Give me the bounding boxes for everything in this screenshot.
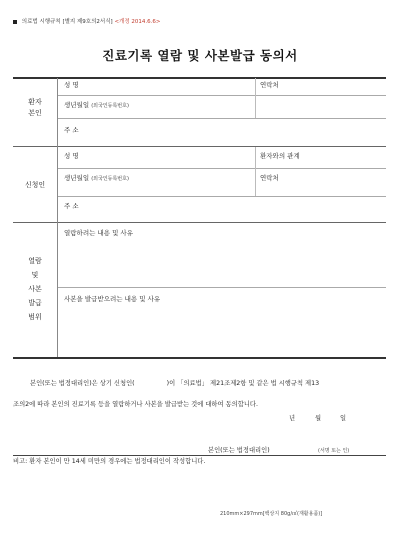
applicant-relation-label: 환자와의 관계 — [260, 152, 300, 160]
divider — [57, 118, 386, 119]
applicant-name-label: 성 명 — [64, 152, 79, 160]
applicant-birth-label: 생년월일 (외국인등록번호) — [64, 174, 129, 182]
signature-hint: (서명 또는 인) — [318, 448, 350, 454]
patient-address-label: 주 소 — [64, 126, 79, 134]
law-name: 의료법 시행규칙 — [21, 19, 61, 25]
applicant-section-label: 신청인 — [24, 181, 46, 189]
view-reason-label: 열람하려는 내용 및 사유 — [64, 229, 133, 237]
patient-birth-label: 생년월일 (외국인등록번호) — [64, 101, 129, 109]
amend-note: <개정 2014.6.6> — [114, 19, 161, 25]
patient-phone-label: 연락처 — [260, 81, 279, 89]
label-column-divider — [57, 78, 58, 357]
divider — [57, 168, 386, 169]
square-bullet-icon — [13, 20, 17, 24]
section-divider — [13, 222, 386, 223]
section-divider — [13, 146, 386, 147]
consent-line-1: 본인(또는 법정대리인)은 상기 신청인( )이 「의료법」 제21조제2항 및 같은 법 시행규칙 제13 — [30, 380, 320, 387]
form-number: [별지 제9호의2서식] — [62, 19, 113, 25]
divider — [57, 196, 386, 197]
applicant-phone-label: 연락처 — [260, 174, 279, 182]
scope-section-label: 열람 및 사본 발급 범위 — [28, 257, 42, 321]
patient-section-label: 환자 본인 — [28, 98, 42, 117]
note-text: 비고: 환자 본인이 만 14세 미만의 경우에는 법정대리인이 작성합니다. — [13, 458, 206, 465]
applicant-address-label: 주 소 — [64, 202, 79, 210]
consent-line-2: 조의2에 따라 본인의 진료기록 등을 열람하거나 사본을 발급받는 것에 대하여 동의합니다. — [13, 401, 259, 408]
patient-name-label: 성 명 — [64, 81, 79, 89]
date-month-label: 월 — [315, 415, 322, 422]
copy-reason-label: 사본을 발급받으려는 내용 및 사유 — [64, 295, 161, 303]
date-day-label: 일 — [340, 415, 347, 422]
paper-size: 210mm×297mm[백상지 80g/㎡(재활용품)] — [220, 511, 323, 517]
table-top-border — [13, 77, 386, 79]
column-divider — [255, 147, 256, 196]
divider — [57, 95, 386, 96]
divider — [57, 287, 386, 288]
form-title: 진료기록 열람 및 사본발급 동의서 — [102, 48, 298, 63]
signature-label: 본인(또는 법정대리인) — [208, 447, 270, 454]
column-divider — [255, 78, 256, 118]
date-year-label: 년 — [289, 415, 296, 422]
table-bottom-border — [13, 357, 386, 359]
form-header — [13, 17, 161, 25]
